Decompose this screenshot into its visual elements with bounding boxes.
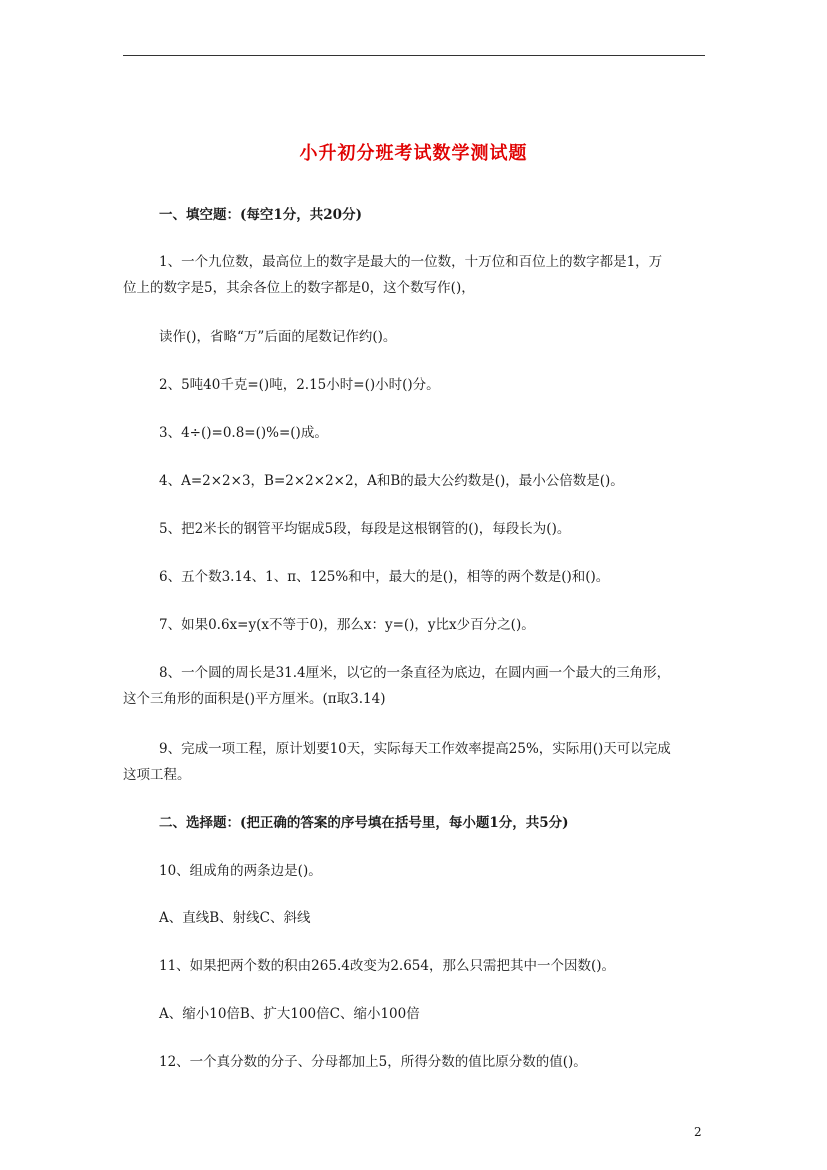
question-12: 12、一个真分数的分子、分母都加上5，所得分数的值比原分数的值()。 xyxy=(159,1054,587,1070)
section-heading-multiple-choice: 二、选择题：(把正确的答案的序号填在括号里，每小题1分，共5分) xyxy=(159,815,569,831)
header-rule xyxy=(123,55,705,56)
question-7: 7、如果0.6x=y(x不等于0)，那么x：y=()，y比x少百分之()。 xyxy=(159,617,535,633)
question-2: 2、5吨40千克=()吨，2.15小时=()小时()分。 xyxy=(159,377,440,393)
question-10: 10、组成角的两条边是()。 xyxy=(159,863,322,879)
section-heading-fill-in: 一、填空题：(每空1分，共20分) xyxy=(159,207,362,223)
question-6: 6、五个数3.14、1、π、125%和中，最大的是()，相等的两个数是()和()。 xyxy=(159,569,610,585)
question-4: 4、A=2×2×3，B=2×2×2×2，A和B的最大公约数是()，最小公倍数是()。 xyxy=(159,473,624,489)
question-10-options: A、直线B、射线C、斜线 xyxy=(159,910,311,926)
page-title: 小升初分班考试数学测试题 xyxy=(299,143,528,164)
question-9-line-1: 9、完成一项工程，原计划要10天，实际每天工作效率提高25%，实际用()天可以完成 xyxy=(159,741,671,757)
question-11-options: A、缩小10倍B、扩大100倍C、缩小100倍 xyxy=(159,1006,420,1022)
question-1-line-1: 1、一个九位数，最高位上的数字是最大的一位数，十万位和百位上的数字都是1，万 xyxy=(159,254,663,270)
question-11: 11、如果把两个数的积由265.4改变为2.654，那么只需把其中一个因数()。 xyxy=(159,958,616,974)
question-3: 3、4÷()=0.8=()%=()成。 xyxy=(159,425,328,441)
page-number: 2 xyxy=(694,1125,702,1139)
question-5: 5、把2米长的钢管平均锯成5段，每段是这根钢管的()，每段长为()。 xyxy=(159,521,571,537)
question-8-line-1: 8、一个圆的周长是31.4厘米，以它的一条直径为底边，在圆内画一个最大的三角形， xyxy=(159,665,671,681)
question-8-line-2: 这个三角形的面积是()平方厘米。(π取3.14) xyxy=(123,691,386,707)
question-1-line-2: 位上的数字是5，其余各位上的数字都是0，这个数写作()， xyxy=(123,280,475,296)
question-9-line-2: 这项工程。 xyxy=(123,767,191,783)
question-1-line-3: 读作()，省略“万”后面的尾数记作约()。 xyxy=(159,329,397,345)
